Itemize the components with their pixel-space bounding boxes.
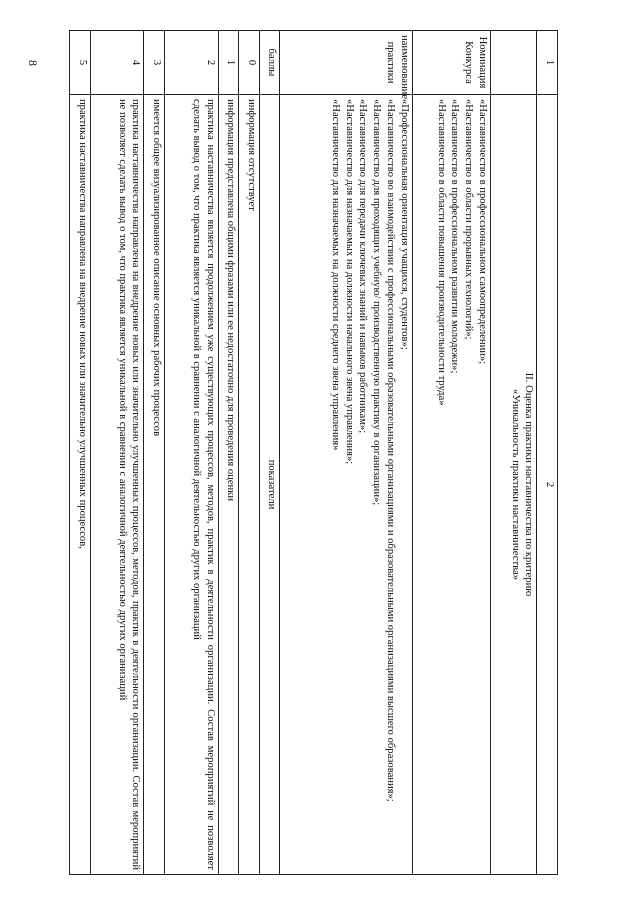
header-col2: 2 bbox=[537, 95, 558, 875]
list-item: «Наставничество для назначаемых на должности начального звена управления»; bbox=[343, 99, 355, 465]
header-col1: 1 bbox=[537, 31, 558, 95]
nomination-list bbox=[412, 95, 490, 875]
rotated-page-content bbox=[69, 30, 558, 875]
list-item: «Наставничество во взаимодействии с профессиональными образовательными организациями и образовательными организациями высшего образования»; bbox=[384, 99, 396, 802]
score-description: практика наставничества является продолжением уже существующих процессов, методов, практик в деятельности организации. Состав мероприятий не позволяет сделать вывод о том, что практика является уникальной в сравнении с аналогичной деятельностью других организаций bbox=[165, 95, 219, 875]
list-item: «Наставничество для передачи ключевых знаний и навыков работникам»; bbox=[357, 99, 369, 434]
list-item: «Наставничество в профессиональном самоопределении»; bbox=[476, 99, 488, 365]
score-value: 3 bbox=[144, 31, 165, 95]
section-title: II. Оценка практики наставничества по критерию «Уникальность практики наставничества» bbox=[490, 95, 537, 875]
score-value: 5 bbox=[70, 31, 91, 95]
score-value: 4 bbox=[90, 31, 144, 95]
practice-list bbox=[280, 95, 412, 875]
list-item: «Наставничество в области прорывных технологий»; bbox=[463, 99, 475, 340]
list-item: «Наставничество для назначаемых на должности среднего звена управления» bbox=[329, 99, 341, 451]
score-value: 1 bbox=[218, 31, 239, 95]
list-item: «Наставничество в профессиональном развитии молодежи»; bbox=[449, 99, 461, 374]
scores-header: баллы bbox=[259, 31, 280, 95]
indicators-header: показатели bbox=[259, 95, 280, 875]
score-value: 0 bbox=[239, 31, 260, 95]
score-description: информация отсутствует bbox=[239, 95, 260, 875]
score-value: 2 bbox=[165, 31, 219, 95]
practice-label: наименование практики bbox=[280, 31, 412, 95]
list-item: «Наставничество в области повышения производительности труда» bbox=[435, 99, 447, 406]
criteria-table bbox=[69, 30, 558, 875]
nomination-label: Номинация Конкурса bbox=[412, 31, 490, 95]
list-item: «Профессиональная ориентация учащихся, студентов»; bbox=[398, 99, 410, 350]
list-item: «Наставничество для проходящих учебную/ производственную практику в организации»; bbox=[371, 99, 383, 506]
score-description: имеется общее визуализированное описание основных рабочих процессов bbox=[144, 95, 165, 875]
score-description: информация представлена общими фразами или ее недостаточно для проведения оценки bbox=[218, 95, 239, 875]
page-number: 8 bbox=[26, 60, 40, 66]
score-description: практика наставничества направлена на внедрение новых или значительно улучшенных процессов, bbox=[70, 95, 91, 875]
score-description: практика наставничества направлена на внедрение новых или значительно улучшенных процессов, методов, практик в деятельности организации. Состав мероприятий не позволяет сделать вывод о том, что практика является уникальной в сравнении с аналогичной деятельностью других организаций bbox=[90, 95, 144, 875]
